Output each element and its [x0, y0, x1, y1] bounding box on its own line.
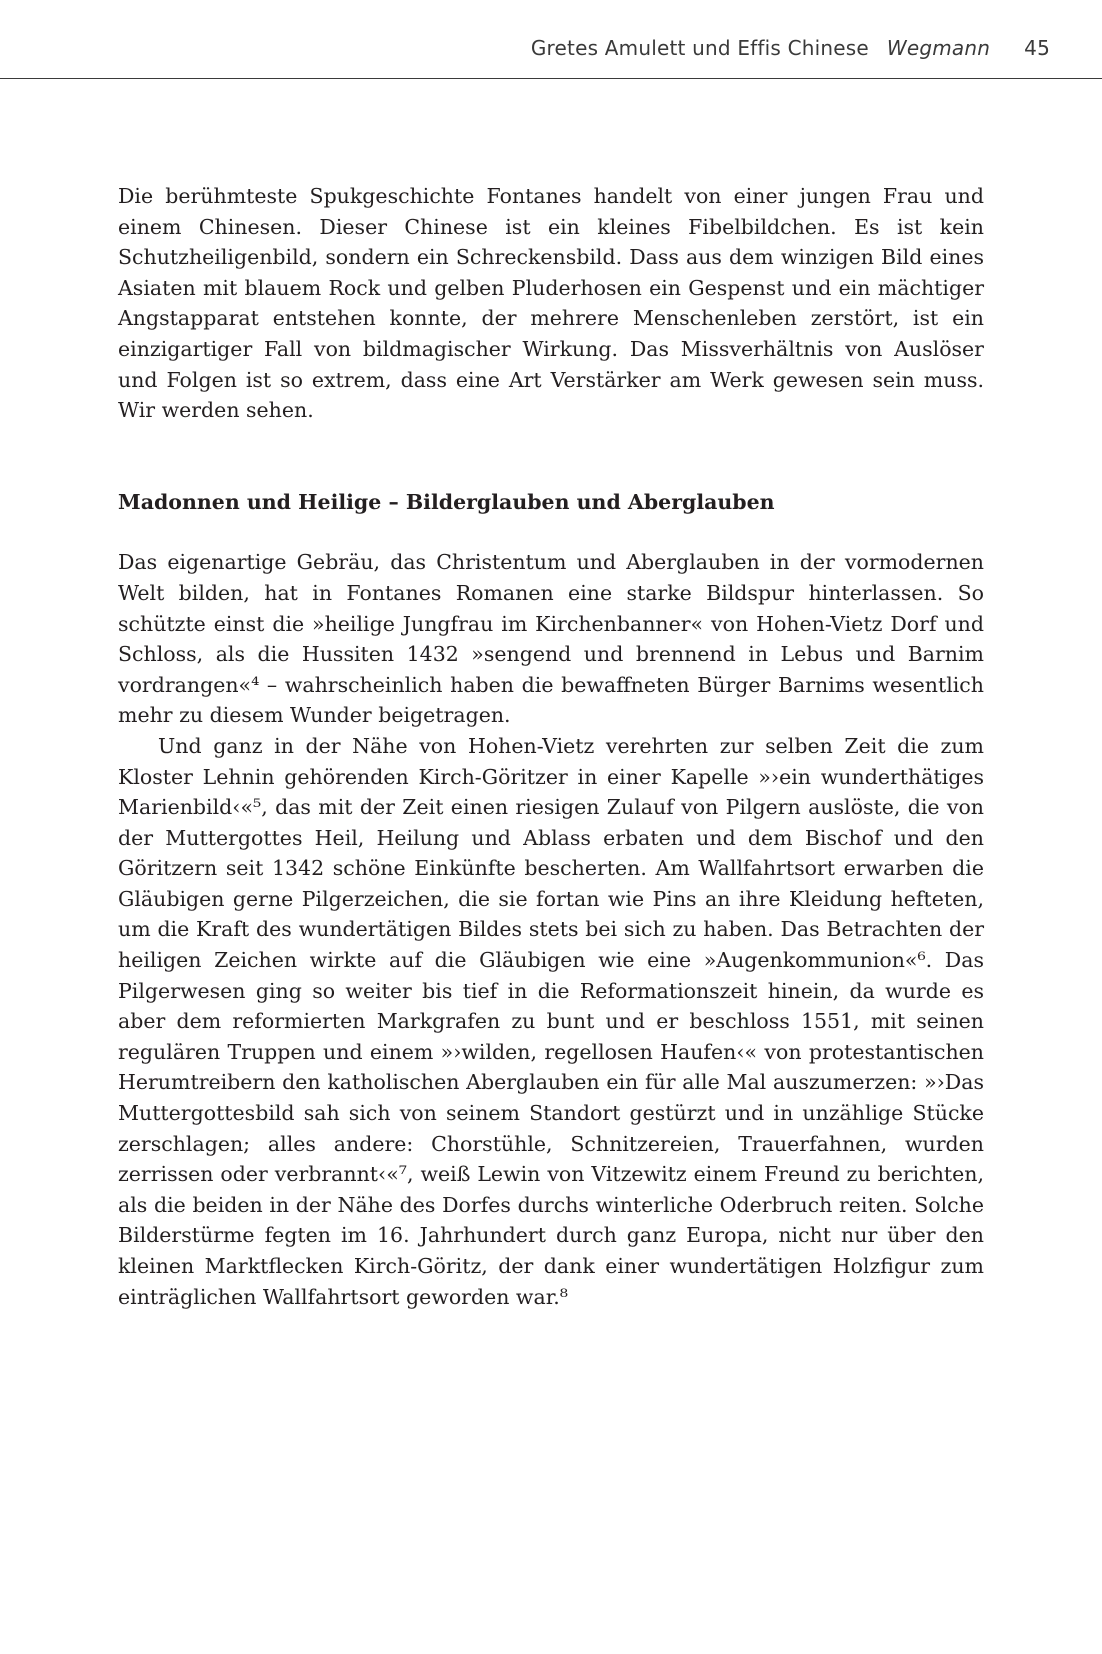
spacer — [118, 426, 984, 487]
intro-paragraph: Die berühmteste Spukgeschichte Fontanes handelt von einer jungen Frau und einem Chinesen. Dieser Chinese ist ein kleines Fibelbildchen. Es ist kein Schutzheiligenbild, sondern ein Schreckensbild. Dass aus dem winzigen Bild eines Asiaten mit blauem Rock und gelben Pluderhosen ein Gespenst und ein mächtiger Angstapparat entstehen konnte, der mehrere Menschenleben zerstört, ist ein einzigartiger Fall von bildmagischer Wirkung. Das Missverhältnis von Auslöser und Folgen ist so extrem, dass eine Art Verstärker am Werk gewesen sein muss. Wir werden sehen. — [118, 184, 984, 423]
running-header-title: Gretes Amulett und Effis Chinese — [530, 36, 869, 60]
section-heading: Madonnen und Heilige – Bilderglauben und Aberglauben — [118, 489, 775, 514]
running-header-author: Wegmann — [886, 36, 991, 60]
body-paragraph-1: Das eigenartige Gebräu, das Christentum und Aberglauben in der vormodernen Welt bilden, hat in Fontanes Romanen eine starke Bildspur hinterlassen. So schützte einst die »heilige Jungfrau im Kirchenbanner« von Hohen-Vietz Dorf und Schloss, als die Hussiten 1432 »sengend und brennend in Lebus und Barnim vordrangen«⁴ – wahrscheinlich haben die bewaffneten Bürger Barnims wesentlich mehr zu diesem Wunder beigetragen. — [118, 550, 984, 728]
page-number: 45 — [1024, 36, 1050, 60]
page-body — [118, 181, 984, 1312]
spacer — [118, 517, 984, 547]
running-header — [0, 0, 1102, 79]
body-paragraph-2: Und ganz in der Nähe von Hohen-Vietz verehrten zur selben Zeit die zum Kloster Lehnin gehörenden Kirch-Göritzer in einer Kapelle »›ein wunderthätiges Marienbild‹«⁵, das mit der Zeit einen riesigen Zulauf von Pilgern auslöste, die von der Muttergottes Heil, Heilung und Ablass erbaten und dem Bischof und den Göritzern seit 1342 schöne Einkünfte bescherten. Am Wallfahrtsort erwarben die Gläubigen gerne Pilgerzeichen, die sie fortan wie Pins an ihre Kleidung hefteten, um die Kraft des wundertätigen Bildes stets bei sich zu haben. Das Betrachten der heiligen Zeichen wirkte auf die Gläubigen wie eine »Augenkommunion«⁶. Das Pilgerwesen ging so weiter bis tief in die Reformationszeit hinein, da wurde es aber dem reformierten Markgrafen zu bunt und er beschloss 1551, mit seinen regulären Truppen und einem »›wilden, regellosen Haufen‹« von protestantischen Herumtreibern den katholischen Aberglauben ein für alle Mal auszumerzen: »›Das Muttergottesbild sah sich von seinem Standort gestürzt und in unzählige Stücke zerschlagen; alles andere: Chorstühle, Schnitzereien, Trauerfahnen, wurden zerrissen oder verbrannt‹«⁷, weiß Lewin von Vitzewitz einem Freund zu berichten, als die beiden in der Nähe des Dorfes durchs winterliche Oderbruch reiten. Solche Bilderstürme fegten im 16. Jahrhundert durch ganz Europa, nicht nur über den kleinen Marktflecken Kirch-Göritz, der dank einer wundertätigen Holzfigur zum einträglichen Wallfahrtsort geworden war.⁸ — [118, 733, 984, 1309]
running-header-text — [531, 36, 1050, 60]
